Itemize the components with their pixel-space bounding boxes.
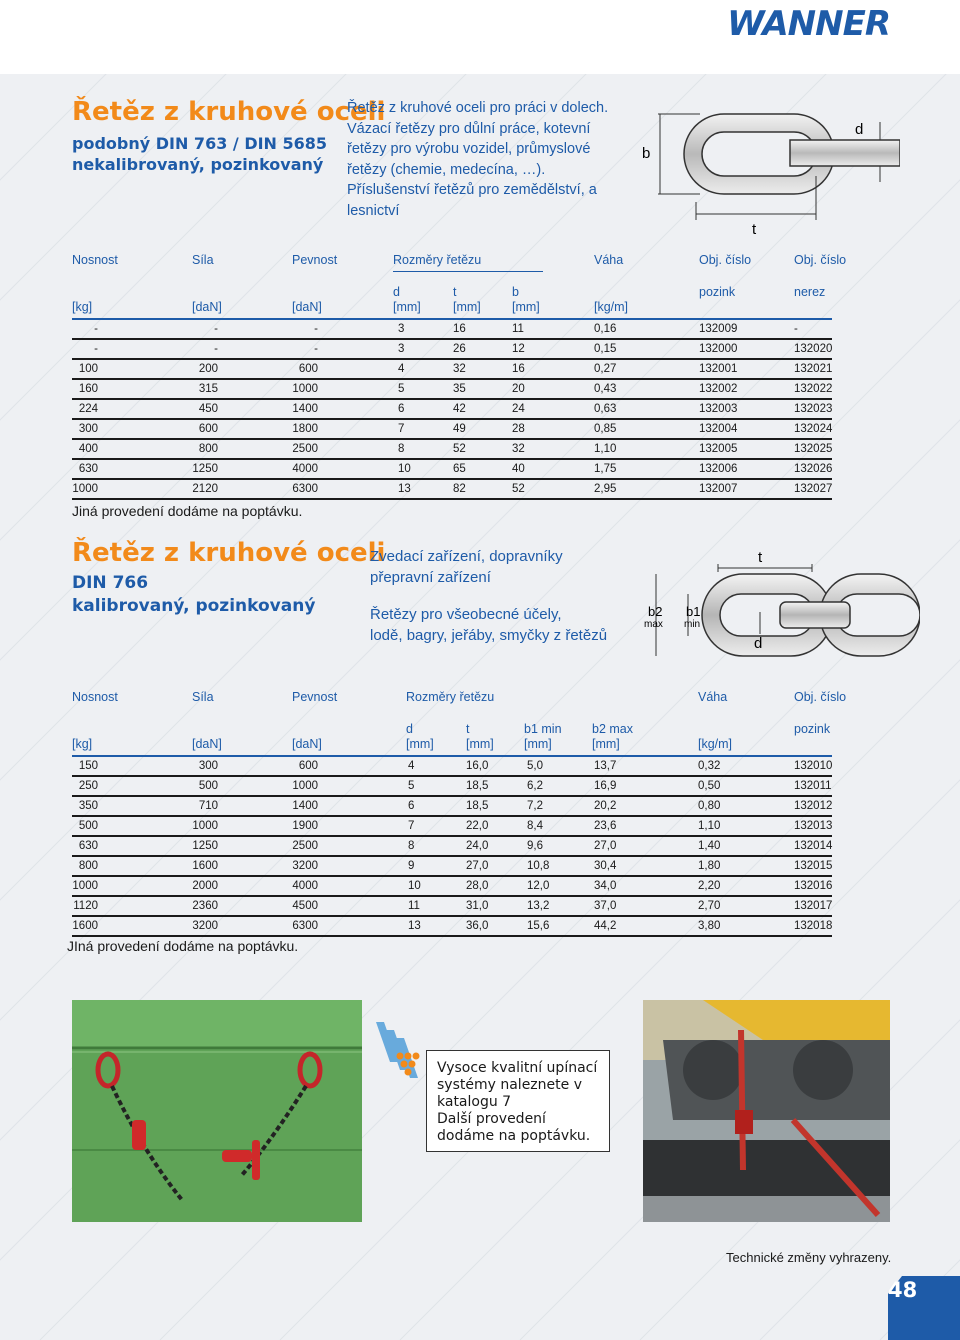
header-cell: [mm] bbox=[512, 300, 540, 314]
callout-line: Další provedení bbox=[437, 1111, 546, 1127]
table-cell: 2500 bbox=[292, 443, 318, 455]
section1-title: Řetěz z kruhové oceli bbox=[72, 97, 386, 127]
table-cell: 132014 bbox=[794, 840, 833, 852]
diagram-label-min: min bbox=[684, 619, 701, 630]
table-cell: 132020 bbox=[794, 343, 833, 355]
disclaimer: Technické změny vyhrazeny. bbox=[726, 1250, 892, 1265]
table-row bbox=[72, 857, 832, 877]
table-cell: 31,0 bbox=[466, 900, 489, 912]
desc-line: řetězy pro výrobu vozidel, průmyslové bbox=[347, 141, 591, 157]
table-cell: 13,7 bbox=[594, 760, 617, 772]
header-cell: Váha bbox=[698, 690, 728, 704]
table-cell: 132005 bbox=[699, 443, 738, 455]
section2-title: Řetěz z kruhové oceli bbox=[72, 538, 386, 568]
table-cell: 42 bbox=[453, 403, 466, 415]
table-cell: 132027 bbox=[794, 483, 833, 495]
table-cell: 10 bbox=[398, 463, 411, 475]
header-cell: b1 min bbox=[524, 722, 562, 736]
table-cell: 132001 bbox=[699, 363, 738, 375]
table-cell: 27,0 bbox=[594, 840, 617, 852]
table-cell: 6300 bbox=[292, 483, 318, 495]
table-cell: 6300 bbox=[292, 920, 318, 932]
table-cell: 0,80 bbox=[698, 800, 721, 812]
header-cell: [mm] bbox=[406, 737, 434, 751]
header-cell: [kg/m] bbox=[698, 737, 733, 751]
table-cell: 34,0 bbox=[594, 880, 617, 892]
table-cell: 800 bbox=[198, 443, 218, 455]
table-cell: 18,5 bbox=[466, 780, 489, 792]
table-cell: 22,0 bbox=[466, 820, 489, 832]
table-cell: 1800 bbox=[292, 423, 318, 435]
table-row bbox=[72, 320, 832, 340]
table-cell: 710 bbox=[198, 800, 218, 812]
table-cell: 0,27 bbox=[594, 363, 617, 375]
section2-description-2 bbox=[370, 604, 607, 646]
table-cell: 1,10 bbox=[698, 820, 721, 832]
page-number: 48 bbox=[888, 1278, 918, 1302]
table-row bbox=[72, 757, 832, 777]
header-cell: Nosnost bbox=[72, 253, 118, 267]
table-cell: 4 bbox=[408, 760, 415, 772]
table-cell: 132012 bbox=[794, 800, 833, 812]
desc-line: lodě, bagry, jeřáby, smyčky z řetězů bbox=[370, 627, 608, 644]
table-cell: 0,32 bbox=[698, 760, 721, 772]
table-cell: 1000 bbox=[72, 483, 98, 495]
table-cell: 27,0 bbox=[466, 860, 489, 872]
table-cell: 1000 bbox=[292, 780, 318, 792]
header-cell: Obj. číslo bbox=[794, 690, 847, 704]
diagram-label-d: d bbox=[754, 635, 763, 652]
header-cell: b bbox=[512, 285, 519, 299]
table-cell: 132024 bbox=[794, 423, 833, 435]
table-cell: 12,0 bbox=[527, 880, 550, 892]
header-cell: [daN] bbox=[292, 300, 322, 314]
header-underline bbox=[393, 271, 543, 272]
table-cell: 0,50 bbox=[698, 780, 721, 792]
table-cell: 2000 bbox=[192, 880, 218, 892]
header-cell: [daN] bbox=[192, 300, 222, 314]
section2-subtitle-2: kalibrovaný, pozinkovaný bbox=[72, 596, 316, 616]
table-cell: 600 bbox=[298, 760, 318, 772]
diagram-label-t: t bbox=[758, 550, 763, 566]
table-row bbox=[72, 400, 832, 420]
header-cell: [mm] bbox=[393, 300, 421, 314]
diagram-label-b1: b1 bbox=[686, 604, 701, 619]
table-cell: 1250 bbox=[192, 840, 218, 852]
callout-line: systémy naleznete v bbox=[437, 1077, 582, 1093]
table-cell: 1400 bbox=[292, 403, 318, 415]
diagram-label-max: max bbox=[644, 619, 663, 630]
table-cell: 600 bbox=[198, 423, 218, 435]
table-cell: 28 bbox=[512, 423, 525, 435]
header-cell: Váha bbox=[594, 253, 624, 267]
header-cell: [mm] bbox=[453, 300, 481, 314]
table-cell: 6,2 bbox=[527, 780, 543, 792]
table-cell: 500 bbox=[198, 780, 218, 792]
table-cell: 132007 bbox=[699, 483, 738, 495]
table-cell: 6 bbox=[398, 403, 405, 415]
table-cell: 16 bbox=[512, 363, 525, 375]
table-cell: 8 bbox=[408, 840, 415, 852]
table-cell: 132002 bbox=[699, 383, 738, 395]
table-cell: 4 bbox=[398, 363, 405, 375]
table-cell: 12 bbox=[512, 343, 525, 355]
table-cell: 1400 bbox=[292, 800, 318, 812]
desc-line: Řetěz z kruhové oceli pro práci v dolech. bbox=[347, 100, 609, 116]
table-cell: 7,2 bbox=[527, 800, 543, 812]
table-cell: 5 bbox=[398, 383, 405, 395]
header-cell: pozink bbox=[794, 722, 831, 736]
header-cell: [kg] bbox=[72, 300, 93, 314]
header-cell: d bbox=[393, 285, 400, 299]
table-cell: 224 bbox=[78, 403, 98, 415]
table-cell: 132025 bbox=[794, 443, 833, 455]
table-cell: 28,0 bbox=[466, 880, 489, 892]
table-cell: 11 bbox=[512, 323, 524, 335]
header-cell: Obj. číslo bbox=[794, 253, 847, 267]
table-cell: 3 bbox=[398, 343, 405, 355]
table-cell: - bbox=[94, 323, 98, 335]
header-cell: t bbox=[466, 722, 470, 736]
table-cell: 5,0 bbox=[527, 760, 543, 772]
section2-subtitle-1: DIN 766 bbox=[72, 573, 149, 593]
header-cell: t bbox=[453, 285, 457, 299]
section2-note: JIná provedení dodáme na poptávku. bbox=[67, 938, 299, 954]
desc-line: Vázací řetězy pro důlní práce, kotevní bbox=[347, 120, 591, 137]
table-cell: 1,10 bbox=[594, 443, 617, 455]
table-cell: 3200 bbox=[192, 920, 218, 932]
table-row bbox=[72, 340, 832, 360]
section1-note: Jiná provedení dodáme na poptávku. bbox=[72, 503, 303, 519]
wagon-lashing-photo bbox=[72, 1000, 362, 1222]
header-cell: [mm] bbox=[524, 737, 552, 751]
catalog-callout bbox=[426, 1050, 610, 1152]
header-cell: [kg] bbox=[72, 737, 93, 751]
table-cell: 52 bbox=[453, 443, 466, 455]
section1-table bbox=[72, 253, 847, 503]
section2-description-1 bbox=[370, 546, 563, 588]
table-cell: 1600 bbox=[192, 860, 218, 872]
table-cell: 37,0 bbox=[594, 900, 617, 912]
table-cell: 11 bbox=[408, 900, 420, 912]
table-cell: 0,16 bbox=[594, 323, 617, 335]
table-row bbox=[72, 877, 832, 897]
table-cell: 160 bbox=[78, 383, 98, 395]
table-cell: 36,0 bbox=[466, 920, 489, 932]
table-cell: 3,80 bbox=[698, 920, 721, 932]
table-cell: 10 bbox=[408, 880, 421, 892]
table-cell: 150 bbox=[78, 760, 98, 772]
table-cell: 20 bbox=[512, 383, 525, 395]
table-cell: 630 bbox=[78, 463, 98, 475]
table-cell: 13 bbox=[408, 920, 421, 932]
table-cell: 132026 bbox=[794, 463, 833, 475]
table-cell: 82 bbox=[453, 483, 466, 495]
table-cell: 49 bbox=[453, 423, 466, 435]
table-cell: 1000 bbox=[72, 880, 98, 892]
table-cell: - bbox=[94, 343, 98, 355]
table-cell: 132015 bbox=[794, 860, 833, 872]
table-cell: 132009 bbox=[699, 323, 738, 335]
table-cell: 8 bbox=[398, 443, 405, 455]
header-cell: [mm] bbox=[466, 737, 494, 751]
table-cell: 16,9 bbox=[594, 780, 617, 792]
table-row bbox=[72, 777, 832, 797]
table-cell: 1,80 bbox=[698, 860, 721, 872]
table-cell: 2,70 bbox=[698, 900, 721, 912]
callout-line: Vysoce kvalitní upínací bbox=[437, 1060, 598, 1076]
table-row bbox=[72, 917, 832, 937]
table-cell: 4000 bbox=[292, 880, 318, 892]
table-row bbox=[72, 460, 832, 480]
table-cell: 16 bbox=[453, 323, 466, 335]
table-cell: 24,0 bbox=[466, 840, 489, 852]
table-cell: 23,6 bbox=[594, 820, 617, 832]
table-cell: 8,4 bbox=[527, 820, 543, 832]
table-cell: 132010 bbox=[794, 760, 833, 772]
table-cell: 132016 bbox=[794, 880, 833, 892]
table-cell: 32 bbox=[453, 363, 466, 375]
table-cell: 132021 bbox=[794, 363, 833, 375]
header-cell: pozink bbox=[699, 285, 736, 299]
diagram-label-b: b bbox=[642, 145, 651, 162]
table-cell: 24 bbox=[512, 403, 525, 415]
table-cell: - bbox=[214, 343, 218, 355]
excavator-lashing-photo bbox=[643, 1000, 890, 1222]
table-cell: 132013 bbox=[794, 820, 833, 832]
table-cell: 132004 bbox=[699, 423, 738, 435]
table-cell: 132006 bbox=[699, 463, 738, 475]
table-cell: 1900 bbox=[292, 820, 318, 832]
table-row bbox=[72, 797, 832, 817]
table-cell: 40 bbox=[512, 463, 525, 475]
table-cell: 7 bbox=[408, 820, 415, 832]
table-cell: 500 bbox=[78, 820, 98, 832]
table-cell: 18,5 bbox=[466, 800, 489, 812]
table-cell: 16,0 bbox=[466, 760, 489, 772]
desc-line: řetězy (chemie, medecína, …). bbox=[347, 161, 546, 178]
table-cell: - bbox=[214, 323, 218, 335]
section1-subtitle-1: podobný DIN 763 / DIN 5685 bbox=[72, 134, 328, 153]
diagram-label-b2: b2 bbox=[648, 604, 663, 619]
header-cell: Rozměry řetězu bbox=[406, 690, 495, 704]
section2-table bbox=[72, 690, 847, 940]
table-cell: 132000 bbox=[699, 343, 738, 355]
table-cell: - bbox=[314, 323, 318, 335]
table-cell: 10,8 bbox=[527, 860, 550, 872]
header-cell: b2 max bbox=[592, 722, 633, 736]
table-row bbox=[72, 360, 832, 380]
table-cell: 132022 bbox=[794, 383, 833, 395]
table-row bbox=[72, 420, 832, 440]
callout-line: dodáme na poptávku. bbox=[437, 1128, 591, 1144]
header-cell: Síla bbox=[192, 690, 214, 704]
table-cell: 132023 bbox=[794, 403, 833, 415]
table-cell: 32 bbox=[512, 443, 525, 455]
table-row bbox=[72, 380, 832, 400]
table-row bbox=[72, 440, 832, 460]
table-cell: 630 bbox=[78, 840, 98, 852]
table-cell: 1,40 bbox=[698, 840, 721, 852]
table-cell: 4500 bbox=[292, 900, 318, 912]
table-cell: 35 bbox=[453, 383, 466, 395]
header-cell: Síla bbox=[192, 253, 214, 267]
table-row bbox=[72, 837, 832, 857]
table-cell: 2120 bbox=[192, 483, 218, 495]
header-cell: Pevnost bbox=[292, 253, 338, 267]
header-cell: [mm] bbox=[592, 737, 620, 751]
header-cell: nerez bbox=[794, 285, 826, 299]
table-cell: 6 bbox=[408, 800, 415, 812]
table-cell: 200 bbox=[198, 363, 218, 375]
table-cell: - bbox=[794, 323, 798, 335]
table-cell: 132017 bbox=[794, 900, 833, 912]
table-cell: 13,2 bbox=[527, 900, 550, 912]
table-cell: 400 bbox=[78, 443, 98, 455]
table-cell: 132003 bbox=[699, 403, 738, 415]
table-cell: 3 bbox=[398, 323, 405, 335]
table-cell: 1000 bbox=[192, 820, 218, 832]
table-cell: 2360 bbox=[192, 900, 218, 912]
table-cell: 9,6 bbox=[527, 840, 543, 852]
table-cell: 300 bbox=[78, 423, 98, 435]
desc-line: přepravní zařízení bbox=[370, 569, 491, 586]
table-cell: 100 bbox=[78, 363, 98, 375]
diagram-label-d: d bbox=[855, 121, 864, 138]
chain-link-diagram bbox=[640, 92, 900, 242]
table-cell: 250 bbox=[78, 780, 98, 792]
table-cell: 13 bbox=[398, 483, 411, 495]
table-cell: 800 bbox=[78, 860, 98, 872]
table-cell: 2,20 bbox=[698, 880, 721, 892]
table-cell: 0,15 bbox=[594, 343, 617, 355]
table-cell: 1000 bbox=[292, 383, 318, 395]
table-cell: 52 bbox=[512, 483, 525, 495]
desc-line: Příslušenství řetězů pro zemědělství, a bbox=[347, 182, 597, 198]
table-cell: 0,43 bbox=[594, 383, 617, 395]
desc-line: lesnictví bbox=[347, 202, 400, 219]
table-cell: 4000 bbox=[292, 463, 318, 475]
table-cell: 0,63 bbox=[594, 403, 617, 415]
table-cell: 350 bbox=[78, 800, 98, 812]
section1-subtitle-2: nekalibrovaný, pozinkovaný bbox=[72, 155, 324, 174]
table-cell: 7 bbox=[398, 423, 405, 435]
table-cell: 2500 bbox=[292, 840, 318, 852]
table-cell: 1,75 bbox=[594, 463, 617, 475]
table-cell: 3200 bbox=[292, 860, 318, 872]
table-cell: 20,2 bbox=[594, 800, 617, 812]
calibrated-chain-diagram bbox=[640, 550, 920, 670]
header-cell: Obj. číslo bbox=[699, 253, 752, 267]
header-cell: d bbox=[406, 722, 413, 736]
table-cell: 1600 bbox=[72, 920, 98, 932]
table-cell: 30,4 bbox=[594, 860, 617, 872]
table-cell: 2,95 bbox=[594, 483, 617, 495]
header-cell: [kg/m] bbox=[594, 300, 629, 314]
table-cell: 132011 bbox=[794, 780, 832, 792]
table-cell: 300 bbox=[198, 760, 218, 772]
table-cell: 132018 bbox=[794, 920, 833, 932]
table-cell: 9 bbox=[408, 860, 415, 872]
chain-logo-icon bbox=[370, 1022, 426, 1086]
section1-description bbox=[347, 98, 608, 221]
table-cell: 315 bbox=[198, 383, 218, 395]
table-row bbox=[72, 897, 832, 917]
header-cell: Pevnost bbox=[292, 690, 338, 704]
callout-line: katalogu 7 bbox=[437, 1094, 512, 1110]
table-cell: 26 bbox=[453, 343, 466, 355]
header-cell: [daN] bbox=[292, 737, 322, 751]
diagram-label-t: t bbox=[752, 221, 757, 238]
table-cell: 5 bbox=[408, 780, 415, 792]
table-cell: 44,2 bbox=[594, 920, 617, 932]
header-cell: Rozměry řetězu bbox=[393, 253, 482, 267]
desc-line: Řetězy pro všeobecné účely, bbox=[370, 606, 562, 623]
table-row bbox=[72, 480, 832, 500]
desc-line: Zvedací zařízení, dopravníky bbox=[370, 548, 563, 565]
table-cell: 65 bbox=[453, 463, 466, 475]
brand-logo: WANNER bbox=[727, 4, 890, 44]
table-cell: 1250 bbox=[192, 463, 218, 475]
table-cell: 0,85 bbox=[594, 423, 617, 435]
header-cell: Nosnost bbox=[72, 690, 118, 704]
table-cell: 1120 bbox=[73, 900, 98, 912]
table-cell: 450 bbox=[198, 403, 218, 415]
table-row bbox=[72, 817, 832, 837]
table-cell: 600 bbox=[298, 363, 318, 375]
table-cell: 15,6 bbox=[527, 920, 550, 932]
header-cell: [daN] bbox=[192, 737, 222, 751]
table-cell: - bbox=[314, 343, 318, 355]
